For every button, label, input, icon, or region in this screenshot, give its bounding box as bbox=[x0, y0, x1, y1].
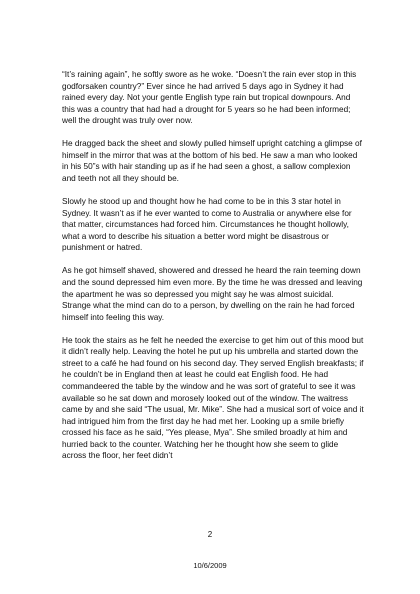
paragraph-5: He took the stairs as he felt he needed the exercise to get him out of this mood but it didn’t really help. Leaving the hotel he put up his umbrella and started down the street to a café he had found on his second day. They served English breakfasts; if he couldn’t be in England then at least he could eat English food. He had commandeered the table by the window and he was sort of grateful to see it was available so he sat down and morosely looked out of the window. The waitress came by and she said “The usual, Mr. Mike”. She had a musical sort of voice and it had intrigued him from the first day he had met her. Looking up a smile briefly crossed his face as he said, “Yes please, Mya”. She smiled broadly at him and hurried back to the counter. Watching her he thought how she seem to glide across the floor, her feet didn’t bbox=[62, 335, 364, 461]
footer-date: 10/6/2009 bbox=[193, 561, 227, 570]
page-number: 2 bbox=[207, 530, 213, 539]
paragraph-2: He dragged back the sheet and slowly pulled himself upright catching a glimpse of himself in the mirror that was at the bottom of his bed. He saw a man who looked in his 50”s with hair standing up as if he had seen a ghost, a sallow complexion and teeth not all they should be. bbox=[62, 139, 362, 183]
body-text bbox=[62, 69, 364, 473]
paragraph-4: As he got himself shaved, showered and dressed he heard the rain teeming down and the sound depressed him even more. By the time he was dressed and leaving the apartment he was so depressed you might say he was almost suicidal. Strange what the mind can do to a person, by dwelling on the rain he had forced himself into feeling this way. bbox=[62, 266, 363, 322]
paragraph-3: Slowly he stood up and thought how he had come to be in this 3 star hotel in Sydney. It wasn’t as if he ever wanted to come to Australia or anywhere else for that matter, circumstances had forced him. Circumstances he thought hollowly, what a word to describe his situation a better word might be disastrous or punishment or hatred. bbox=[62, 197, 352, 253]
paragraph-1: “It’s raining again”, he softly swore as he woke. “Doesn’t the rain ever stop in this godforsaken country?” Ever since he had arrived 5 days ago in Sydney it had rained every day. Not your gentle English type rain but tropical downpours. And this was a country that had had a drought for 5 years so he had been informed; well the drought was truly over now. bbox=[62, 70, 357, 126]
